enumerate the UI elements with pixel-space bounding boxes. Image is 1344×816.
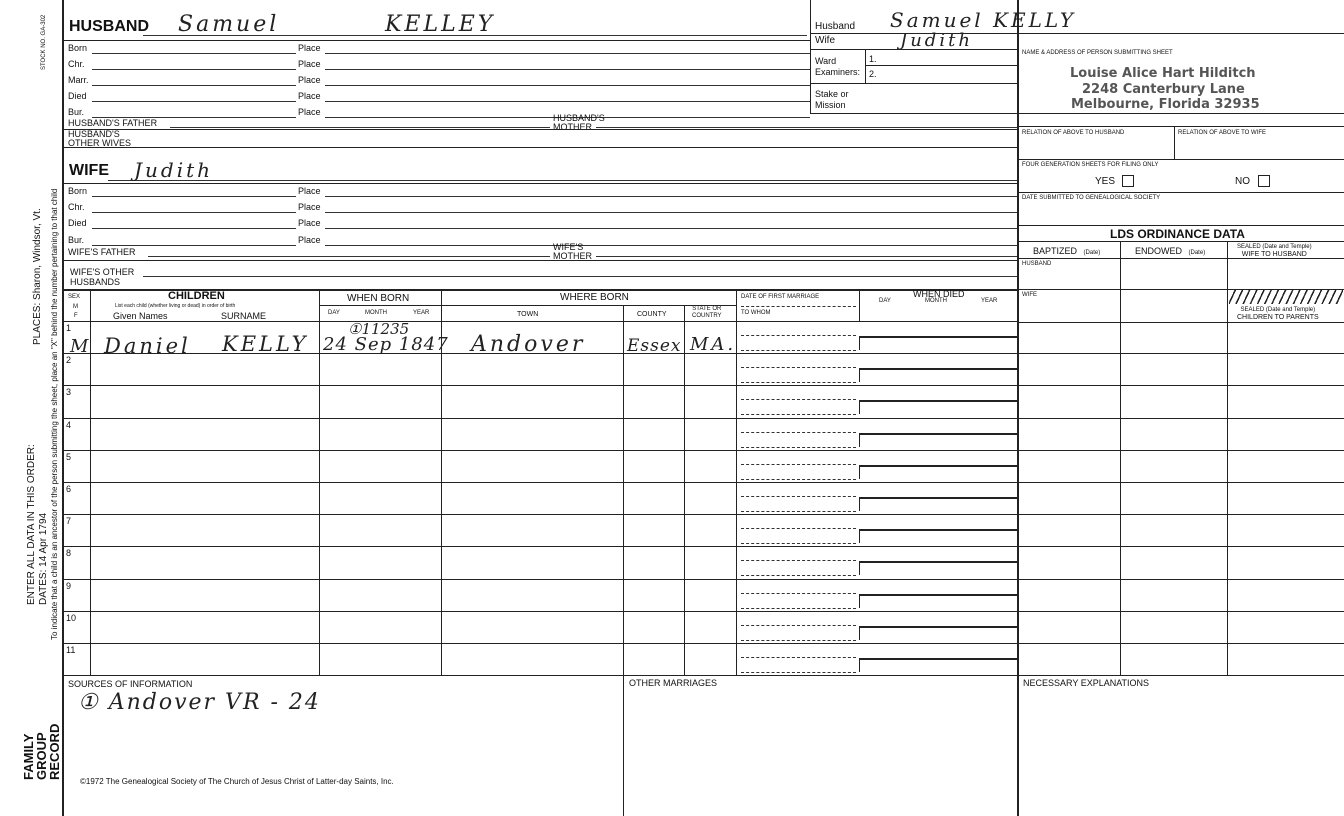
tr-wife-label: Wife <box>815 35 835 46</box>
wife-died-line <box>92 228 296 229</box>
footer-divider <box>623 675 624 816</box>
born-year-header: YEAR <box>413 310 430 316</box>
husband-heading: HUSBAND <box>69 18 149 35</box>
label-line: STATE OR <box>692 306 722 312</box>
lds-husband-label: HUSBAND <box>1022 261 1052 267</box>
child-row-number: 3 <box>66 387 72 398</box>
relation-husband-label: RELATION OF ABOVE TO HUSBAND <box>1022 130 1125 136</box>
divider <box>810 49 1017 50</box>
husband-place-line <box>325 85 810 86</box>
places-label: PLACES: Sharon, Windsor, Vt. <box>32 208 43 345</box>
given-names-header: Given Names <box>113 311 168 321</box>
divider <box>810 113 1017 114</box>
husband-chr-label: Chr. <box>68 59 85 69</box>
death-date-line <box>859 529 1017 531</box>
sources-value: ① Andover VR - 24 <box>78 690 321 715</box>
col-divider <box>859 289 860 321</box>
place-label: Place <box>298 91 321 101</box>
label-line: CHILDREN TO PARENTS <box>1237 314 1319 321</box>
wife-mother-line <box>596 256 1017 257</box>
where-born-header: WHERE BORN <box>560 292 629 303</box>
marriage-dash <box>741 399 856 400</box>
child-row-number: 10 <box>66 612 77 623</box>
divider <box>1017 126 1344 127</box>
husband-given-name: Samuel <box>178 12 280 37</box>
husband-died-label: Died <box>68 91 87 101</box>
marriage-dash <box>741 414 856 415</box>
col-divider <box>684 305 685 675</box>
form-title-line: RECORD <box>47 723 62 780</box>
wife-died-label: Died <box>68 218 87 228</box>
marriage-dash <box>741 479 856 480</box>
place-label: Place <box>298 218 321 228</box>
relation-wife-label: RELATION OF ABOVE TO WIFE <box>1178 130 1267 136</box>
husband-other-wives-label <box>68 130 131 148</box>
tr-husband-label: Husband <box>815 21 856 32</box>
divider <box>1017 113 1344 114</box>
marriage-dash <box>741 447 856 448</box>
divider <box>1017 258 1344 259</box>
yes-label: YES <box>1095 176 1116 187</box>
wife-bur-label: Bur. <box>68 235 85 245</box>
death-date-tick <box>859 368 860 382</box>
submitter-name: Louise Alice Hart Hilditch <box>1070 66 1256 81</box>
death-date-tick <box>859 658 860 672</box>
died-month-header: MONTH <box>925 298 947 304</box>
label-line: COUNTRY <box>692 313 722 319</box>
indicate-note: To indicate that a child is an ancestor of the person submitting the sheet, place an "X" behind the number pertaining to that child <box>50 188 59 640</box>
label-line: WIFE'S OTHER <box>70 267 135 277</box>
lds-row-divider <box>1017 418 1344 419</box>
wife-mother-label <box>553 243 592 261</box>
lds-row-divider <box>1017 353 1344 354</box>
tr-ward-label: Ward <box>815 56 837 66</box>
child-1-note: ①11235 <box>348 320 410 338</box>
divider <box>63 40 810 41</box>
child-row-number: 1 <box>66 323 72 333</box>
divider <box>1017 192 1344 193</box>
place-label: Place <box>298 235 321 245</box>
marriage-dash <box>741 543 856 544</box>
hatched-area <box>1229 290 1343 304</box>
child-row-number: 9 <box>66 580 72 591</box>
submitter-street: 2248 Canterbury Lane <box>1082 82 1245 97</box>
death-date-tick <box>859 594 860 608</box>
child-1-sex: M <box>70 336 92 357</box>
label-text: (Date) <box>1188 250 1206 256</box>
child-row-number: 2 <box>66 355 72 366</box>
marriage-dash <box>741 511 856 512</box>
marriage-dash <box>741 432 856 433</box>
lds-title: LDS ORDINANCE DATA <box>1110 227 1245 241</box>
label-line: WIFE'S <box>553 242 584 252</box>
child-row-divider <box>63 611 1017 612</box>
death-date-line <box>859 497 1017 499</box>
left-border <box>62 0 64 816</box>
child-row-number: 4 <box>66 419 72 430</box>
first-marriage-header: DATE OF FIRST MARRIAGE <box>741 294 820 300</box>
wife-place-line <box>325 245 1017 246</box>
wife-heading: WIFE <box>69 162 109 179</box>
tr-examiner-2: 2. <box>869 69 877 79</box>
divider <box>1017 159 1344 160</box>
death-date-line <box>859 594 1017 596</box>
child-row-divider <box>63 514 1017 515</box>
child-row-divider <box>63 450 1017 451</box>
footer-top-border <box>63 675 1344 676</box>
to-whom-header: TO WHOM <box>741 310 771 316</box>
death-date-tick <box>859 497 860 511</box>
four-gen-label: FOUR GENERATION SHEETS FOR FILING ONLY <box>1022 162 1159 168</box>
place-label: Place <box>298 107 321 117</box>
wife-place-line <box>325 212 1017 213</box>
death-date-line <box>859 368 1017 370</box>
sources-label: SOURCES OF INFORMATION <box>68 679 193 689</box>
husband-surname: KELLEY <box>385 12 496 37</box>
wife-father-label: WIFE'S FATHER <box>68 247 136 257</box>
death-date-tick <box>859 561 860 575</box>
child-1-born: 24 Sep 1847 <box>323 334 449 355</box>
death-date-line <box>859 658 1017 660</box>
stock-number: STOCK NO. GA-302 <box>41 14 47 70</box>
marriage-dash <box>741 382 856 383</box>
husband-place-line <box>325 53 810 54</box>
divider <box>810 33 1344 34</box>
death-date-tick <box>859 433 860 447</box>
marriage-dash <box>741 528 856 529</box>
divider <box>63 129 1017 130</box>
death-date-tick <box>859 529 860 543</box>
child-row-number: 7 <box>66 516 72 527</box>
surname-header: SURNAME <box>221 311 267 321</box>
wife-chr-label: Chr. <box>68 202 85 212</box>
marriage-dash <box>741 608 856 609</box>
husband-place-line <box>325 101 810 102</box>
divider <box>63 260 1017 261</box>
marriage-dash <box>741 560 856 561</box>
wife-place-line <box>325 196 1017 197</box>
label-line: HUSBAND'S <box>68 129 120 139</box>
death-date-line <box>859 400 1017 402</box>
marriage-dash <box>741 306 856 307</box>
death-date-line <box>859 626 1017 628</box>
divider <box>810 83 1017 84</box>
label-line: SEALED (Date and Temple) <box>1240 307 1316 313</box>
wife-born-label: Born <box>68 186 88 196</box>
lds-sealed-children <box>1237 306 1319 322</box>
form-title-line: GROUP <box>34 732 49 780</box>
husband-died-line <box>92 101 296 102</box>
lds-row-divider <box>1017 514 1344 515</box>
label-line: Mission <box>815 100 846 110</box>
wife-other-husbands-label <box>70 267 134 287</box>
tr-examiner-1: 1. <box>869 54 877 64</box>
form-title <box>22 724 61 780</box>
when-born-header: WHEN BORN <box>347 293 410 304</box>
marriage-dash <box>741 367 856 368</box>
husband-place-line <box>325 69 810 70</box>
born-day-header: DAY <box>328 310 340 316</box>
divider <box>319 305 441 306</box>
marriage-dash <box>741 672 856 673</box>
husband-mother-line <box>596 127 1017 128</box>
lds-row-divider <box>1017 385 1344 386</box>
when-died-header: WHEN DIED <box>913 289 965 299</box>
sex-f: F <box>74 313 78 319</box>
submitter-city: Melbourne, Florida 32935 <box>1071 97 1260 112</box>
top-right-divider <box>810 0 811 113</box>
wife-given-name: Judith <box>134 158 214 182</box>
marriage-dash <box>741 464 856 465</box>
lds-row-divider <box>1017 482 1344 483</box>
lds-row-divider <box>1017 643 1344 644</box>
col-divider <box>623 305 624 675</box>
died-year-header: YEAR <box>981 298 998 304</box>
child-1-surname: KELLY <box>222 332 309 356</box>
husband-father-line <box>170 127 550 128</box>
divider <box>63 321 1017 322</box>
lds-sealed-wife <box>1237 243 1312 259</box>
label-line: MOTHER <box>553 122 592 132</box>
child-1-town: Andover <box>471 332 586 357</box>
death-date-tick <box>859 465 860 479</box>
no-checkbox[interactable] <box>1258 175 1270 187</box>
divider <box>63 147 1017 148</box>
born-month-header: MONTH <box>365 310 387 316</box>
marriage-dash <box>741 593 856 594</box>
child-1-state: MA. <box>690 334 737 355</box>
lds-row-divider <box>1017 579 1344 580</box>
death-date-tick <box>859 400 860 414</box>
label-line: Stake or <box>815 89 849 99</box>
divider <box>1174 126 1175 160</box>
lds-endowed <box>1135 247 1205 256</box>
submitter-label: NAME & ADDRESS OF PERSON SUBMITTING SHEET <box>1022 50 1173 56</box>
lds-baptized <box>1033 247 1100 256</box>
form-title-line: FAMILY <box>21 733 36 780</box>
explanations-label: NECESSARY EXPLANATIONS <box>1023 678 1150 688</box>
wife-place-line <box>325 228 1017 229</box>
label-text: ENDOWED <box>1135 246 1182 256</box>
no-label: NO <box>1235 176 1250 187</box>
death-date-tick <box>859 336 860 350</box>
marriage-dash <box>741 496 856 497</box>
wife-name-line <box>108 180 1017 181</box>
marriage-dash <box>741 657 856 658</box>
place-label: Place <box>298 186 321 196</box>
child-row-number: 11 <box>66 645 76 655</box>
divider <box>441 305 736 306</box>
wife-father-line <box>148 256 550 257</box>
label-line: SEALED (Date and Temple) <box>1237 244 1312 250</box>
tr-stake-label <box>815 89 849 111</box>
marriage-dash <box>741 625 856 626</box>
death-date-line <box>859 433 1017 435</box>
state-header <box>692 306 722 320</box>
label-text: BAPTIZED <box>1033 246 1078 256</box>
label-text: (Date) <box>1083 250 1101 256</box>
wife-chr-line <box>92 212 296 213</box>
dates-label: DATES: 14 Apr 1794 <box>38 512 49 605</box>
child-1-given: Daniel <box>104 334 191 358</box>
marriage-dash <box>741 575 856 576</box>
divider <box>1017 241 1344 242</box>
tr-examiners-label: Examiners: <box>815 67 861 77</box>
place-label: Place <box>298 43 321 53</box>
tr-husband-value: Samuel KELLY <box>890 8 1077 32</box>
sex-m: M <box>73 304 78 310</box>
label-line: WIFE TO HUSBAND <box>1241 251 1307 258</box>
right-panel-divider <box>1017 0 1019 816</box>
divider <box>1017 225 1344 226</box>
divider <box>1017 322 1344 323</box>
husband-born-label: Born <box>68 43 88 53</box>
label-line: MOTHER <box>553 251 592 261</box>
child-row-divider <box>63 546 1017 547</box>
child-row-divider <box>63 643 1017 644</box>
divider <box>63 183 1017 184</box>
divider <box>865 65 1017 66</box>
lds-row-divider <box>1017 611 1344 612</box>
child-row-number: 8 <box>66 548 72 559</box>
died-day-header: DAY <box>879 298 891 304</box>
husband-born-line <box>92 53 296 54</box>
marriage-dash <box>741 350 856 351</box>
husband-marr-line <box>92 85 296 86</box>
child-row-divider <box>63 579 1017 580</box>
child-row-divider <box>63 482 1017 483</box>
husband-father-label: HUSBAND'S FATHER <box>68 118 158 128</box>
label-line: HUSBAND'S <box>553 113 605 123</box>
wife-bur-line <box>92 245 296 246</box>
enter-order-label: ENTER ALL DATA IN THIS ORDER: <box>26 444 37 605</box>
child-row-number: 6 <box>66 484 72 494</box>
child-row-divider <box>63 385 1017 386</box>
husband-bur-label: Bur. <box>68 107 85 117</box>
husband-marr-label: Marr. <box>68 75 89 85</box>
death-date-line <box>859 336 1017 338</box>
wife-other-husbands-line <box>143 276 1017 277</box>
place-label: Place <box>298 75 321 85</box>
yes-checkbox[interactable] <box>1122 175 1134 187</box>
death-date-line <box>859 465 1017 467</box>
copyright: ©1972 The Genealogical Society of The Church of Jesus Christ of Latter-day Saints, Inc. <box>80 777 394 786</box>
marriage-dash <box>741 335 856 336</box>
death-date-line <box>859 561 1017 563</box>
husband-chr-line <box>92 69 296 70</box>
child-1-county: Essex <box>627 336 682 356</box>
tr-wife-value: Judith <box>900 30 973 51</box>
marriage-dash <box>741 640 856 641</box>
divider <box>865 49 866 83</box>
child-row-divider <box>63 418 1017 419</box>
wife-born-line <box>92 196 296 197</box>
place-label: Place <box>298 202 321 212</box>
other-marriages-label: OTHER MARRIAGES <box>629 678 718 688</box>
death-date-tick <box>859 626 860 640</box>
children-header: CHILDREN <box>168 290 225 302</box>
children-note: List each child (whether living or dead) in order of birth <box>115 303 236 309</box>
county-header: COUNTY <box>637 311 667 318</box>
sex-header: SEX <box>68 294 81 300</box>
lds-row-divider <box>1017 546 1344 547</box>
label-line: OTHER WIVES <box>68 138 132 148</box>
child-row-number: 5 <box>66 451 72 462</box>
lds-wife-label: WIFE <box>1022 292 1037 298</box>
lds-row-divider <box>1017 450 1344 451</box>
town-header: TOWN <box>517 311 539 318</box>
place-label: Place <box>298 59 321 69</box>
date-submitted-label: DATE SUBMITTED TO GENEALOGICAL SOCIETY <box>1022 195 1161 201</box>
label-line: HUSBANDS <box>70 277 121 287</box>
